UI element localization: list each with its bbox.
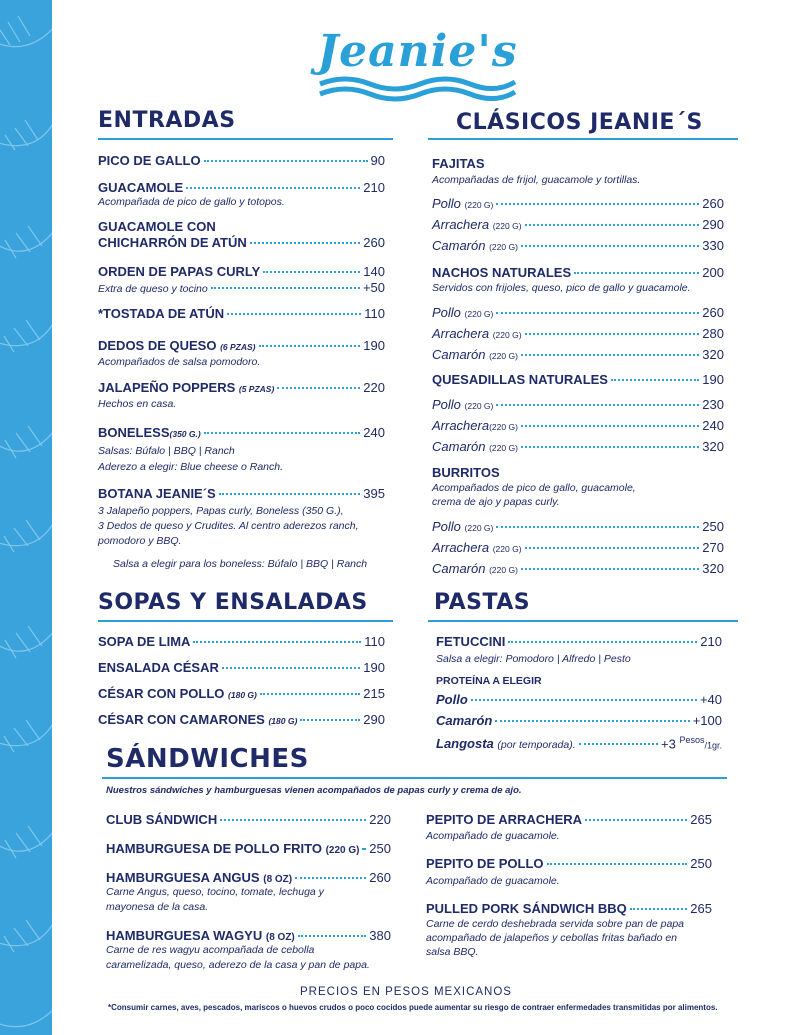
divider bbox=[428, 138, 738, 140]
section-title-sopas: SOPAS Y ENSALADAS bbox=[98, 590, 368, 615]
item-description: Carne de res wagyu acompañada de cebolla bbox=[106, 944, 315, 956]
menu-item: BOTANA JEANIE´S 395 bbox=[98, 486, 385, 501]
menu-item: DEDOS DE QUESO (6 PZAS) 190 bbox=[98, 338, 385, 353]
menu-option: Pollo (220 G) 260 bbox=[432, 196, 724, 211]
item-description: caramelizada, queso, aderezo de la casa y pan de papa. bbox=[106, 959, 370, 971]
section-title-sandwiches: SÁNDWICHES bbox=[106, 744, 309, 774]
menu-item: FETUCCINI 210 bbox=[436, 634, 722, 649]
menu-option: Camarón (220 G) 320 bbox=[432, 561, 724, 576]
item-description: Salsa a elegir: Pomodoro | Alfredo | Pesto bbox=[436, 653, 631, 665]
menu-item: SOPA DE LIMA 110 bbox=[98, 634, 385, 649]
item-name: FAJITAS bbox=[432, 156, 485, 171]
item-description: pomodoro y BBQ. bbox=[98, 535, 182, 547]
item-description: Carne Angus, queso, tocino, tomate, lechuga y bbox=[106, 886, 324, 898]
menu-item: HAMBURGUESA DE POLLO FRITO (220 G) 250 bbox=[106, 841, 391, 856]
section-intro: Nuestros sándwiches y hamburguesas vienen acompañados de papas curly y crema de ajo. bbox=[106, 785, 522, 796]
menu-item: QUESADILLAS NATURALES 190 bbox=[432, 372, 724, 387]
divider bbox=[102, 777, 727, 779]
menu-item: CHICHARRÓN DE ATÚN 260 bbox=[98, 235, 385, 250]
menu-option: Langosta (por temporada). +3 $^{Pesos}$/1gr. bbox=[436, 735, 722, 752]
section-title-entradas: ENTRADAS bbox=[98, 108, 236, 133]
item-description: Hechos en casa. bbox=[98, 398, 177, 410]
menu-option: Pollo +40 bbox=[436, 692, 722, 707]
brand-logo bbox=[310, 22, 525, 102]
item-description: Acompañado de guacamole. bbox=[426, 875, 560, 887]
protein-label: PROTEÍNA A ELEGIR bbox=[436, 675, 542, 687]
menu-option: Arrachera (220 G) 270 bbox=[432, 540, 724, 555]
item-description: salsa BBQ. bbox=[426, 946, 479, 958]
menu-item: ORDEN DE PAPAS CURLY 140 bbox=[98, 264, 385, 279]
menu-option: Camarón +100 bbox=[436, 713, 722, 728]
menu-option: Pollo (220 G) 230 bbox=[432, 397, 724, 412]
menu-option: Camarón (220 G) 330 bbox=[432, 238, 724, 253]
section-title-clasicos: CLÁSICOS JEANIE´S bbox=[456, 110, 703, 135]
menu-item: GUACAMOLE 210 bbox=[98, 180, 385, 195]
menu-item: HAMBURGUESA ANGUS (8 OZ) 260 bbox=[106, 870, 391, 885]
menu-item: *TOSTADA DE ATÚN 110 bbox=[98, 306, 385, 321]
menu-item: PICO DE GALLO 90 bbox=[98, 153, 385, 168]
menu-option: Arrachera(220 G) 240 bbox=[432, 418, 724, 433]
menu-option: Pollo (220 G) 260 bbox=[432, 305, 724, 320]
item-name: BURRITOS bbox=[432, 465, 500, 480]
item-description: crema de ajo y papas curly. bbox=[432, 496, 560, 508]
item-description: Acompañada de pico de gallo y totopos. bbox=[98, 196, 285, 208]
menu-option: Pollo (220 G) 250 bbox=[432, 519, 724, 534]
menu-option: Arrachera (220 G) 280 bbox=[432, 326, 724, 341]
menu-item: ENSALADA CÉSAR 190 bbox=[98, 660, 385, 675]
menu-option: Camarón (220 G) 320 bbox=[432, 439, 724, 454]
item-description: Acompañadas de frijol, guacamole y tortillas. bbox=[432, 174, 641, 186]
item-description: mayonesa de la casa. bbox=[106, 901, 209, 913]
footer-prices-note: PRECIOS EN PESOS MEXICANOS bbox=[300, 986, 512, 998]
item-description: 3 Jalapeño poppers, Papas curly, Boneless (350 G.), bbox=[98, 505, 344, 517]
menu-item: PULLED PORK SÁNDWICH BBQ 265 bbox=[426, 901, 712, 916]
item-description: acompañado de jalapeños y cebollas fritas bañado en bbox=[426, 932, 678, 944]
wave-icon bbox=[315, 72, 520, 102]
item-description: Salsas: Búfalo | BBQ | Ranch bbox=[98, 445, 235, 457]
menu-item: HAMBURGUESA WAGYU (8 OZ) 380 bbox=[106, 928, 391, 943]
menu-item: PEPITO DE POLLO 250 bbox=[426, 856, 712, 871]
menu-option: Arrachera (220 G) 290 bbox=[432, 217, 724, 232]
menu-option: Camarón (220 G) 320 bbox=[432, 347, 724, 362]
menu-item: BONELESS(350 G.) 240 bbox=[98, 425, 385, 440]
item-note: Salsa a elegir para los boneless: Búfalo | BBQ | Ranch bbox=[113, 558, 368, 570]
item-description: 3 Dedos de queso y Crudites. Al centro aderezos ranch, bbox=[98, 520, 359, 532]
menu-extra: Extra de queso y tocino +50 bbox=[98, 280, 385, 295]
brand-name: Jeanie's bbox=[317, 26, 518, 77]
menu-item: CÉSAR CON POLLO (180 G) 215 bbox=[98, 686, 385, 701]
divider bbox=[428, 620, 738, 622]
section-title-pastas: PASTAS bbox=[434, 590, 531, 615]
item-name-line: GUACAMOLE CON bbox=[98, 219, 216, 234]
footer-disclaimer: *Consumir carnes, aves, pescados, mariscos o huevos crudos o poco cocidos puede aumentar su riesgo de contraer enfermedades transmitidas por alimentos. bbox=[108, 1003, 718, 1012]
divider bbox=[98, 138, 393, 140]
item-description: Carne de cerdo deshebrada servida sobre pan de papa bbox=[426, 918, 685, 930]
menu-item: CLUB SÁNDWICH 220 bbox=[106, 812, 391, 827]
menu-item: NACHOS NATURALES 200 bbox=[432, 265, 724, 280]
item-description: Aderezo a elegir: Blue cheese o Ranch. bbox=[98, 461, 284, 473]
menu-item: PEPITO DE ARRACHERA 265 bbox=[426, 812, 712, 827]
item-description: Acompañados de salsa pomodoro. bbox=[98, 356, 261, 368]
menu-item: JALAPEÑO POPPERS (5 PZAS) 220 bbox=[98, 380, 385, 395]
leaf-pattern-icon bbox=[0, 0, 52, 1035]
item-description: Servidos con frijoles, queso, pico de gallo y guacamole. bbox=[432, 282, 691, 294]
menu-item: CÉSAR CON CAMARONES (180 G) 290 bbox=[98, 712, 385, 727]
item-description: Acompañados de pico de gallo, guacamole, bbox=[432, 482, 636, 494]
item-description: Acompañado de guacamole. bbox=[426, 830, 560, 842]
divider bbox=[98, 620, 393, 622]
decorative-leaf-strip bbox=[0, 0, 52, 1035]
